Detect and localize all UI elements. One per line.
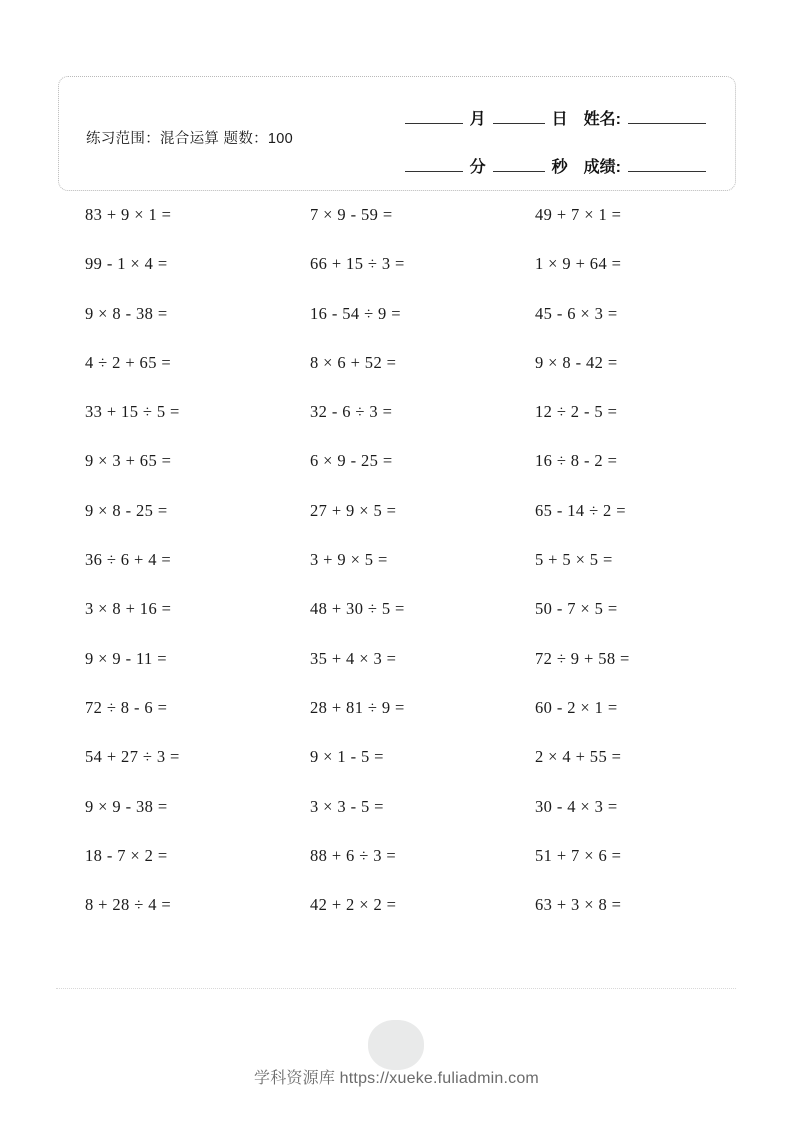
problem-item: 9 × 8 - 42 = [535,352,618,372]
problem-row [0,304,793,353]
problem-item: 32 - 6 ÷ 3 = [310,402,393,422]
problem-row [0,254,793,303]
problem-item: 51 + 7 × 6 = [535,845,622,865]
problem-item: 28 + 81 ÷ 9 = [310,697,405,717]
problem-item: 3 + 9 × 5 = [310,550,388,570]
problem-item: 45 - 6 × 3 = [535,303,618,323]
problem-item: 27 + 9 × 5 = [310,500,397,520]
problem-item: 83 + 9 × 1 = [85,205,172,224]
day-label: 日 [551,111,568,128]
problem-item: 3 × 8 + 16 = [85,599,172,619]
problem-item: 9 × 8 - 25 = [85,500,168,520]
score-label: 成绩: [583,159,621,176]
second-label: 秒 [551,159,568,176]
minute-blank[interactable] [405,170,463,172]
watermark-blob-icon [368,1020,424,1070]
problem-item: 50 - 7 × 5 = [535,599,618,619]
problem-item: 9 × 9 - 11 = [85,648,167,668]
problem-item: 12 ÷ 2 - 5 = [535,402,618,422]
problem-item: 9 × 8 - 38 = [85,303,168,323]
problem-row [0,353,793,402]
problem-item: 99 - 1 × 4 = [85,254,168,274]
watermark-text: 学科资源库 https://xueke.fuliadmin.com [254,1070,539,1087]
header-fields [381,91,711,177]
problem-row [0,599,793,648]
problem-row [0,747,793,796]
time-field-row [381,139,711,177]
problem-item: 42 + 2 × 2 = [310,895,397,915]
problem-item: 7 × 9 - 59 = [310,205,393,224]
problem-item: 3 × 3 - 5 = [310,796,384,816]
problem-item: 35 + 4 × 3 = [310,648,397,668]
problem-item: 9 × 3 + 65 = [85,451,172,471]
header-info-box [58,76,736,191]
problem-item: 6 × 9 - 25 = [310,451,393,471]
problem-item: 48 + 30 ÷ 5 = [310,599,405,619]
problem-item: 1 × 9 + 64 = [535,254,622,274]
problem-item: 33 + 15 ÷ 5 = [85,402,180,422]
problem-item: 60 - 2 × 1 = [535,697,618,717]
problem-item: 63 + 3 × 8 = [535,895,622,915]
practice-range-label: 练习范围：混合运算 题数：100 [86,131,294,147]
footer-divider [56,988,736,989]
problem-row [0,649,793,698]
problem-item: 54 + 27 ÷ 3 = [85,747,180,767]
month-label: 月 [469,111,486,128]
day-blank[interactable] [493,122,545,124]
problem-item: 4 ÷ 2 + 65 = [85,352,172,372]
problems-grid [0,205,793,944]
problem-item: 72 ÷ 9 + 58 = [535,648,630,668]
month-blank[interactable] [405,122,463,124]
date-field-row [381,91,711,129]
problem-item: 72 ÷ 8 - 6 = [85,697,168,717]
problem-item: 49 + 7 × 1 = [535,205,622,224]
problem-item: 9 × 1 - 5 = [310,747,384,767]
problem-item: 65 - 14 ÷ 2 = [535,500,626,520]
problem-row [0,846,793,895]
minute-label: 分 [469,159,486,176]
problem-item: 18 - 7 × 2 = [85,845,168,865]
problem-item: 2 × 4 + 55 = [535,747,622,767]
problem-item: 16 ÷ 8 - 2 = [535,451,618,471]
problem-row [0,698,793,747]
problem-item: 36 ÷ 6 + 4 = [85,550,172,570]
problem-row [0,550,793,599]
problem-item: 8 × 6 + 52 = [310,352,397,372]
problem-item: 66 + 15 ÷ 3 = [310,254,405,274]
name-blank[interactable] [628,122,706,124]
problem-row [0,402,793,451]
problem-item: 16 - 54 ÷ 9 = [310,303,401,323]
problem-item: 88 + 6 ÷ 3 = [310,845,397,865]
score-blank[interactable] [628,170,706,172]
problem-item: 8 + 28 ÷ 4 = [85,895,172,915]
problem-row [0,501,793,550]
problem-row [0,451,793,500]
second-blank[interactable] [493,170,545,172]
problem-item: 9 × 9 - 38 = [85,796,168,816]
problem-row [0,797,793,846]
problem-item: 30 - 4 × 3 = [535,796,618,816]
problem-row [0,895,793,944]
problem-row [0,205,793,254]
name-label: 姓名: [583,111,621,128]
problem-item: 5 + 5 × 5 = [535,550,613,570]
